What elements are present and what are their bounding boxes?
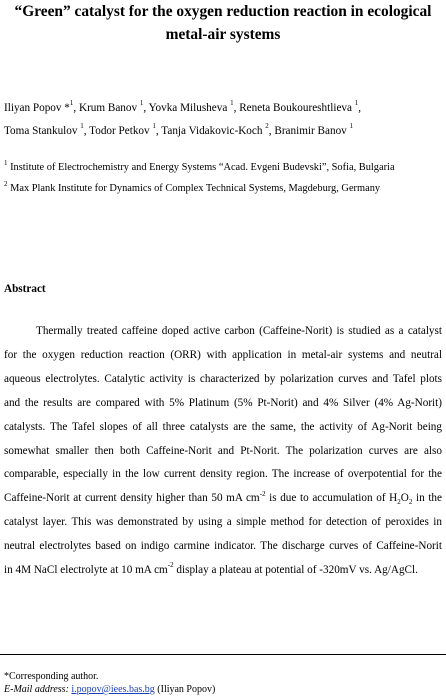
affiliation-mark: 2 [4, 179, 8, 188]
formula-subscript: 2 [397, 498, 401, 507]
formula-subscript: 2 [408, 498, 413, 507]
abstract-text: in 4M NaCl electrolyte at 10 mA cm [4, 564, 168, 577]
affiliation-list [4, 157, 442, 199]
affiliation-2 [4, 178, 442, 199]
author-name: , Krum Banov [73, 102, 140, 114]
author-name: , Yovka Milusheva [143, 102, 231, 114]
author-affiliation-mark: 1 [80, 122, 84, 131]
abstract-text: O [400, 492, 409, 505]
author-name: Iliyan Popov * [4, 102, 70, 114]
abstract-line: Thermally treated caffeine doped active carbon (Caffeine-Norit) is studied as a catalyst [36, 325, 442, 337]
author-affiliation-mark: 1 [152, 122, 156, 131]
author-separator: , [358, 102, 362, 114]
abstract-line [4, 559, 442, 583]
abstract-text: is due to accumulation of H [265, 492, 398, 505]
footnotes [4, 670, 215, 696]
abstract-heading: Abstract [4, 283, 46, 295]
unit-exponent: -2 [167, 561, 174, 570]
author-name: , Branimir Banov [268, 125, 350, 137]
author-name: , Todor Petkov [83, 125, 153, 137]
abstract-line: comparable, especially in the low current density region. The increase of overpotential for the [4, 468, 442, 481]
abstract-text: Caffeine-Norit at current density higher than 50 mA cm [4, 492, 260, 505]
email-owner: (Iliyan Popov) [154, 684, 216, 695]
affiliation-mark: 1 [4, 158, 8, 167]
abstract-body [4, 320, 442, 583]
corresponding-author-note: *Corresponding author. [4, 671, 99, 682]
author-affiliation-mark: 1 [354, 99, 359, 108]
abstract-line: for the oxygen reduction reaction (ORR) with application in metal-air systems and neutral [4, 348, 442, 361]
abstract-line: catalyst layer. This was demonstrated by using a simple method for detection of peroxides in [4, 516, 442, 529]
author-list [4, 97, 442, 143]
abstract-line: somewhat smaller then both Caffeine-Norit and Pt-Norit. The polarization curves are also [4, 444, 442, 457]
abstract-line: catalysts. The Tafel slopes of all three catalysts are the same, the activity of Ag-Norit being [4, 420, 442, 433]
abstract-text: in the [412, 492, 442, 505]
author-name: , Tanja Vidakovic-Koch [155, 125, 266, 137]
email-label: E-Mail address: [4, 684, 69, 695]
author-affiliation-mark: 1 [349, 122, 354, 131]
affiliation-text: Institute of Electrochemistry and Energy Systems “Acad. Evgeni Budevski”, Sofia, Bulgaria [7, 162, 395, 173]
title-line-1: “Green” catalyst for the oxygen reduction reaction in ecological [14, 3, 432, 20]
abstract-line [4, 487, 442, 511]
abstract-line: and the results are compared with 5% Platinum (5% Pt-Norit) and 4% Silver (4% Ag-Norit) [4, 396, 442, 409]
author-affiliation-mark: 1 [69, 99, 74, 108]
abstract-line: neutral electrolytes based on indigo carmine indicator. The discharge curves of Caffeine-Norit [4, 540, 442, 553]
author-line-1 [4, 97, 442, 120]
author-affiliation-mark: 1 [230, 99, 234, 108]
author-name: Toma Stankulov [4, 125, 81, 137]
unit-exponent: -2 [259, 489, 266, 498]
affiliation-1 [4, 157, 442, 178]
author-name: , Reneta Boukoureshtlieva [233, 102, 355, 114]
author-line-2 [4, 120, 442, 143]
abstract-text: display a plateau at potential of -320mV vs. Ag/AgCl. [173, 564, 418, 577]
paper-title [8, 0, 438, 46]
affiliation-text: Max Plank Institute for Dynamics of Complex Technical Systems, Magdeburg, Germany [7, 183, 381, 194]
footnote-divider [0, 654, 446, 655]
abstract-line: aqueous electrolytes. Catalytic activity is characterized by polarization curves and Tafel plots [4, 372, 442, 385]
email-link[interactable]: i.popov@iees.bas.bg [71, 684, 155, 695]
author-affiliation-mark: 2 [265, 122, 269, 131]
email-note [4, 683, 215, 696]
author-affiliation-mark: 1 [139, 99, 144, 108]
title-line-2: metal-air systems [165, 26, 281, 43]
